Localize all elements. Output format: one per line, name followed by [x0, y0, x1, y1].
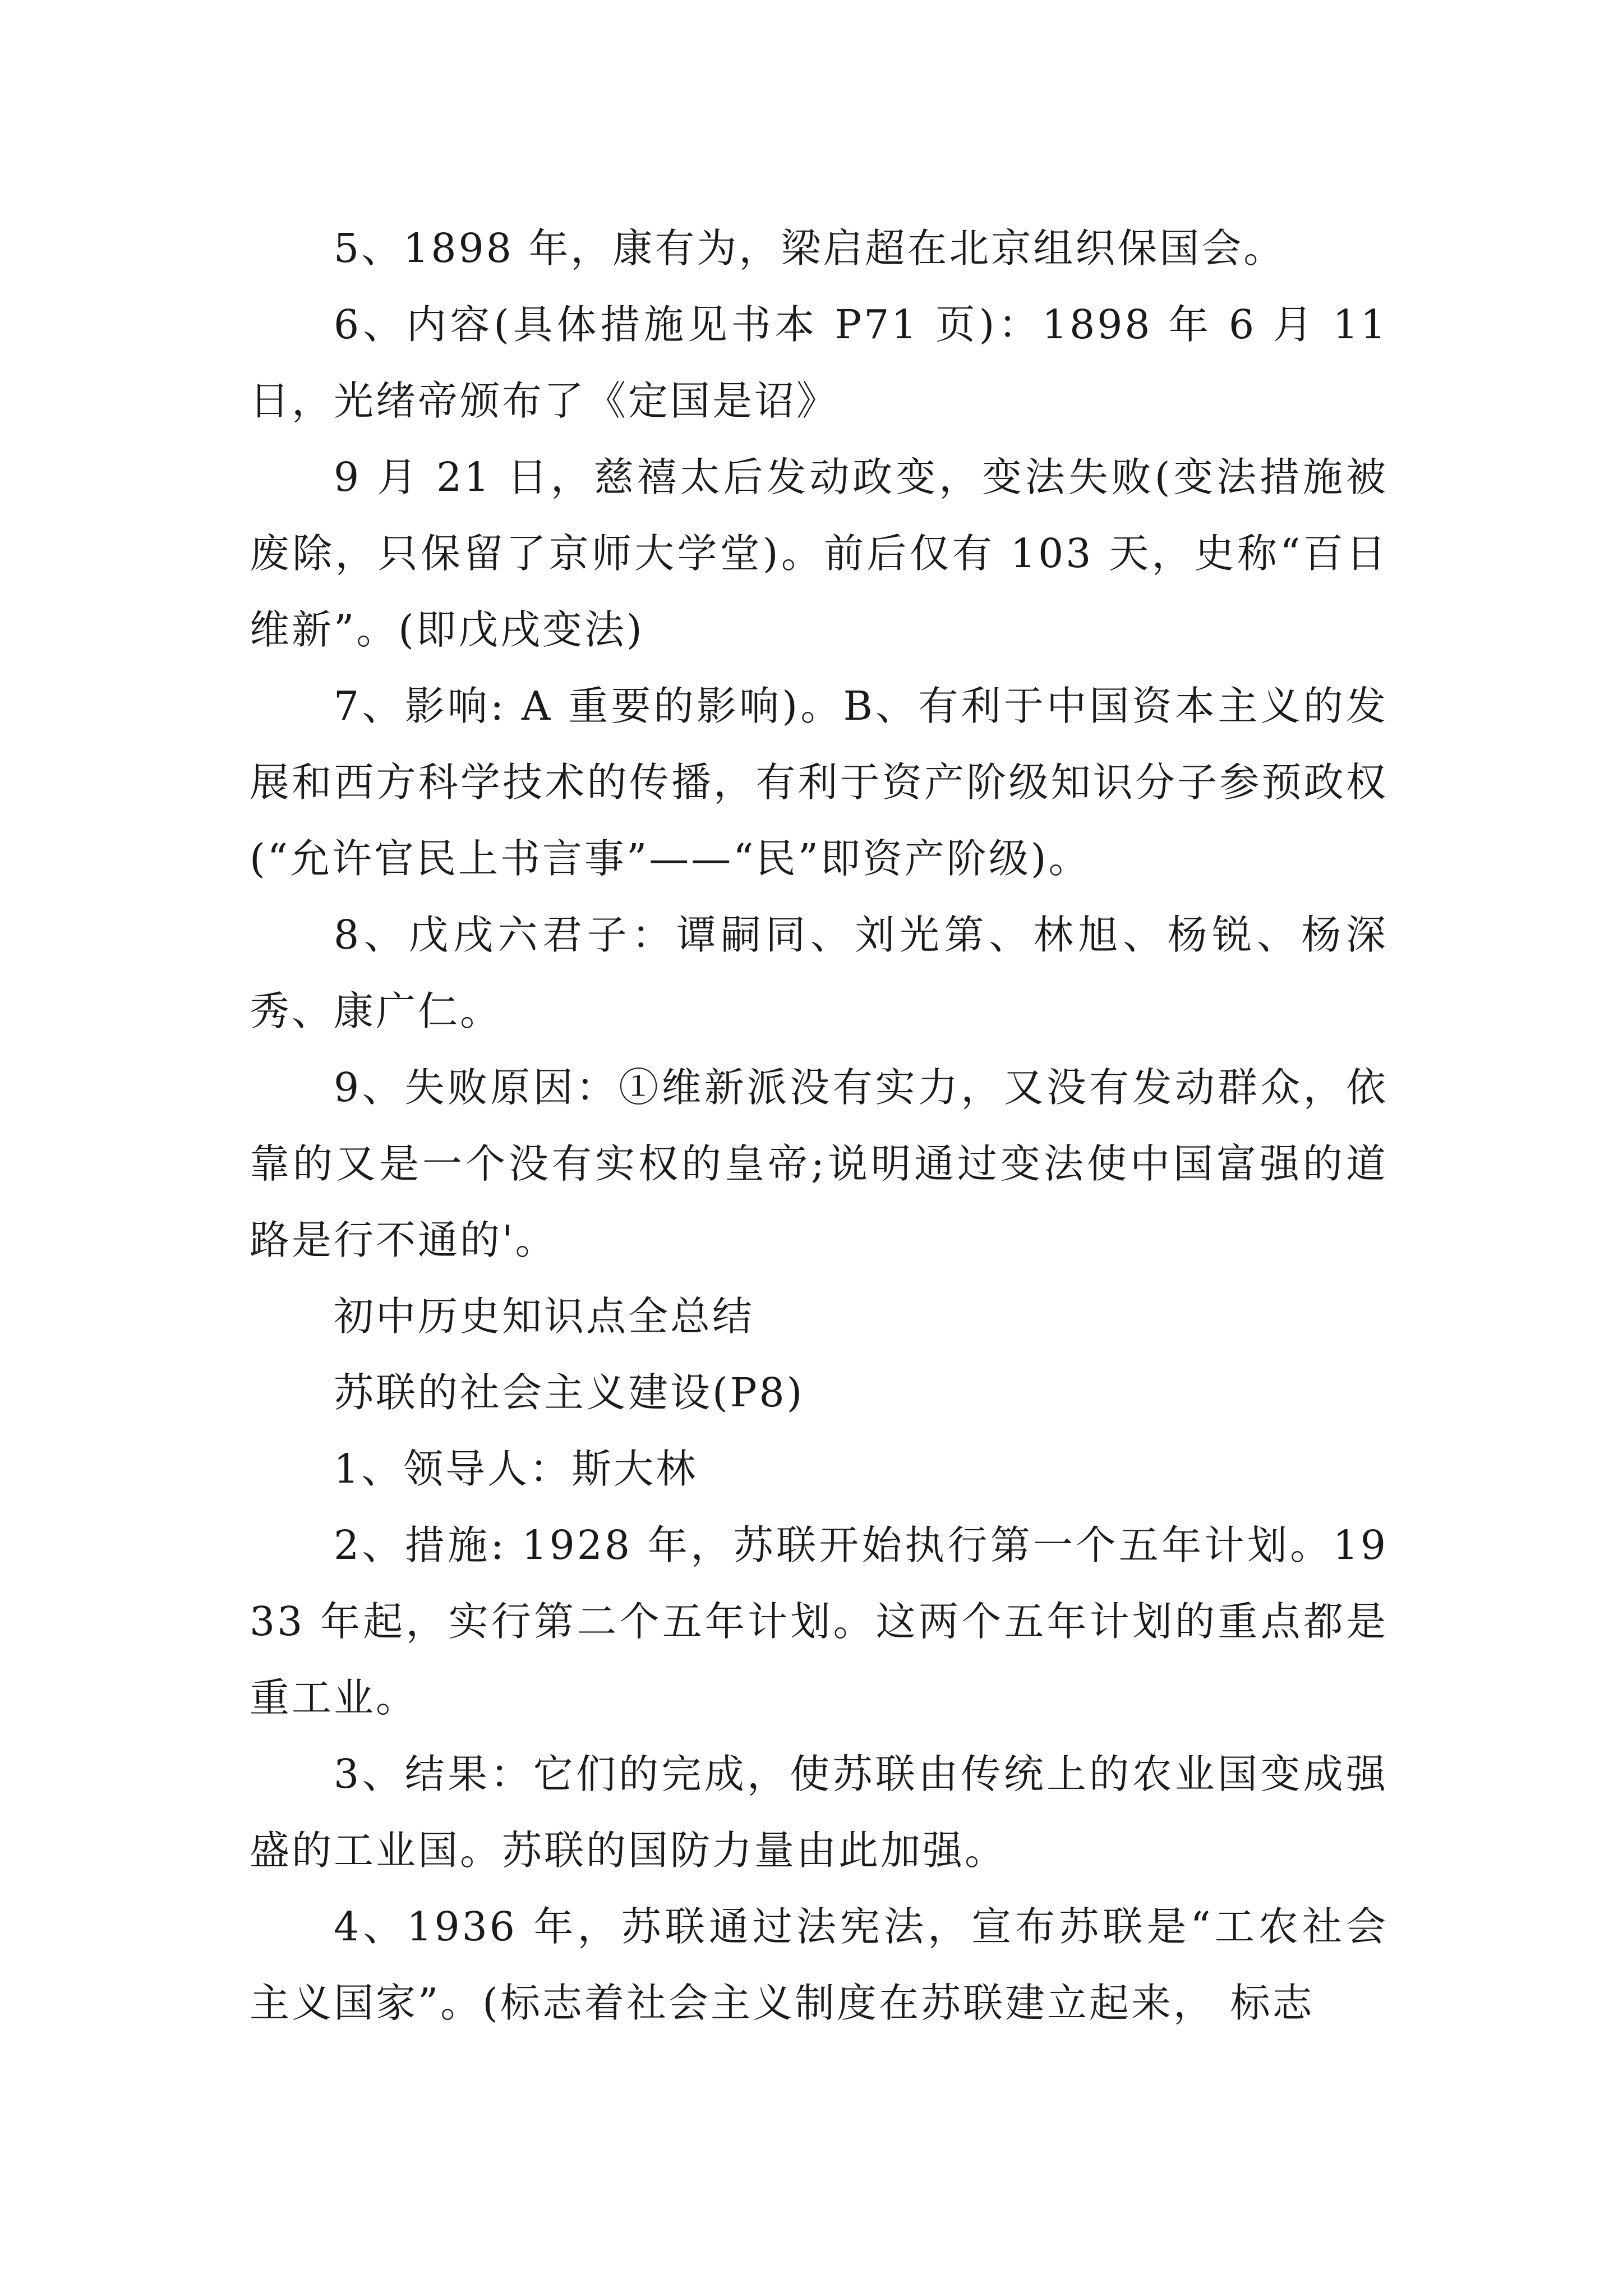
paragraph-influence: 7、影响: A 重要的影响)。B、有利于中国资本主义的发展和西方科学技术的传播，有利于资产阶级知识分子参预政权(“允许官民上书言事”——“民”即资产阶级)。: [250, 683, 1388, 882]
paragraph-leader: 1、领导人：斯大林: [334, 1446, 698, 1492]
paragraph-measures: 2、措施: 1928 年，苏联开始执行第一个五年计划。1933 年起，实行第二个五年计划。这两个五年计划的重点都是重工业。: [250, 1522, 1388, 1721]
section-heading: 初中历史知识点全总结: [334, 1293, 755, 1340]
document-body: [250, 210, 1388, 2041]
paragraph-results: 3、结果：它们的完成，使苏联由传统上的农业国变成强盛的工业国。苏联的国防力量由此加强。: [250, 1751, 1388, 1874]
paragraph-coup: 9 月 21 日，慈禧太后发动政变，变法失败(变法措施被废除，只保留了京师大学堂)。前后仅有 103 天，史称“百日维新”。(即戊戌变法): [250, 454, 1388, 653]
paragraph-constitution: 4、1936 年，苏联通过法宪法，宣布苏联是“工农社会主义国家”。(标志着社会主义制度在苏联建立起来， 标志: [250, 1903, 1388, 2026]
paragraph-content: 6、内容(具体措施见书本 P71 页)：1898 年 6 月 11 日，光绪帝颁布了《定国是诏》: [250, 301, 1388, 424]
paragraph-failure-reasons: 9、失败原因：①维新派没有实力，又没有发动群众，依靠的又是一个没有实权的皇帝;说明通过变法使中国富强的道路是行不通的'。: [250, 1064, 1388, 1263]
paragraph-six-gentlemen: 8、戊戌六君子：谭嗣同、刘光第、林旭、杨锐、杨深秀、康广仁。: [250, 912, 1388, 1034]
subsection-heading: 苏联的社会主义建设(P8): [334, 1369, 805, 1416]
paragraph-baoguohui: 5、1898 年，康有为，梁启超在北京组织保国会。: [334, 225, 1286, 272]
